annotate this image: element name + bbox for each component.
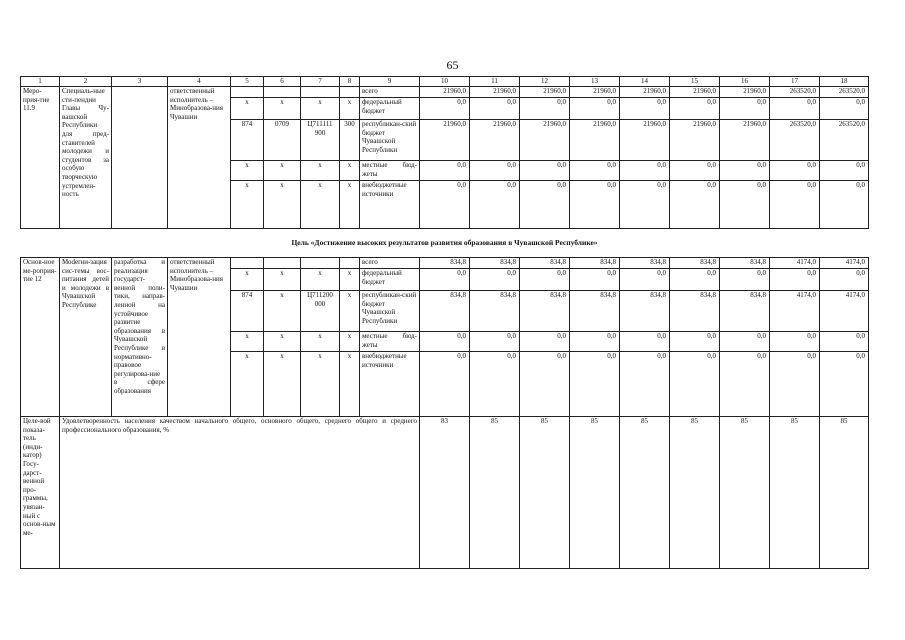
indicator-text: Удовлетворенность населения качеством начального общего, основного общего, среднего общего и среднего профессионального образования, % <box>60 417 420 569</box>
value-cell: 0,0 <box>670 269 720 291</box>
value-cell: 0,0 <box>570 352 620 417</box>
value-cell: 0,0 <box>520 181 570 229</box>
code-vr: х <box>340 181 360 229</box>
value-cell: 834,8 <box>420 291 470 332</box>
measure-number: Меро-прия-тие 11.9 <box>21 87 60 229</box>
indicator-value: 85 <box>570 417 620 569</box>
value-cell: 0,0 <box>820 181 869 229</box>
funding-source: внебюджетные источники <box>360 181 420 229</box>
code-vr: х <box>340 269 360 291</box>
funding-source: федеральный бюджет <box>360 98 420 120</box>
value-cell: 0,0 <box>420 332 470 352</box>
goal-row <box>21 229 869 258</box>
value-cell: 0,0 <box>820 332 869 352</box>
value-cell: 0,0 <box>570 181 620 229</box>
header-cell: 2 <box>60 77 112 87</box>
code-vr: 300 <box>340 120 360 161</box>
funding-source: местные бюд-жеты <box>360 332 420 352</box>
value-cell: 0,0 <box>620 332 670 352</box>
indicator-value: 85 <box>820 417 869 569</box>
value-cell: 263520,0 <box>770 87 820 98</box>
code-grbs: х <box>231 161 264 181</box>
code-rzpr: х <box>264 98 301 120</box>
value-cell: 263520,0 <box>820 120 869 161</box>
code-vr: х <box>340 161 360 181</box>
value-cell: 4174,0 <box>820 291 869 332</box>
value-cell: 0,0 <box>670 352 720 417</box>
code-rzpr: х <box>264 181 301 229</box>
value-cell: 0,0 <box>720 352 770 417</box>
value-cell: 0,0 <box>670 161 720 181</box>
value-cell: 0,0 <box>620 269 670 291</box>
page-number: 65 <box>446 58 459 72</box>
header-cell: 10 <box>420 77 470 87</box>
code-rzpr: х <box>264 269 301 291</box>
measure-description <box>112 87 168 229</box>
indicator-value: 85 <box>470 417 520 569</box>
header-cell: 18 <box>820 77 869 87</box>
indicator-value: 85 <box>620 417 670 569</box>
header-cell: 15 <box>670 77 720 87</box>
measure-name: Моderни-зация сис-темы вос-питания детей и молодежи в Чувашской Республике <box>60 258 112 417</box>
header-cell: 8 <box>340 77 360 87</box>
code-rzpr: 0709 <box>264 120 301 161</box>
value-cell: 834,8 <box>420 258 470 269</box>
value-cell: 0,0 <box>520 269 570 291</box>
code-csr: Ц711111 900 <box>301 120 340 161</box>
indicator-value: 85 <box>770 417 820 569</box>
value-cell: 0,0 <box>470 161 520 181</box>
budget-table <box>20 76 869 569</box>
value-cell: 0,0 <box>520 352 570 417</box>
funding-source: федеральный бюджет <box>360 269 420 291</box>
code-rzpr <box>264 87 301 98</box>
indicator-label: Целе-вой показа-тель (инди-катор) Госу-дарст-венной про-граммы, увязан-ный с основ-ным ме- <box>21 417 60 569</box>
measure-description: разработка и реализация государст-венной поли-тики, направ-ленной на устойчивое развитие образования в Чувашской Республике в нормативно-правовое регулирова-ние в сфере образования <box>112 258 168 417</box>
code-rzpr: х <box>264 332 301 352</box>
code-vr: х <box>340 98 360 120</box>
value-cell: 0,0 <box>570 98 620 120</box>
code-rzpr: х <box>264 352 301 417</box>
value-cell: 834,8 <box>620 258 670 269</box>
code-grbs: х <box>231 352 264 417</box>
value-cell: 0,0 <box>520 332 570 352</box>
code-grbs: 874 <box>231 120 264 161</box>
funding-source: внебюджетные источники <box>360 352 420 417</box>
header-cell: 14 <box>620 77 670 87</box>
header-cell: 9 <box>360 77 420 87</box>
indicator-row <box>21 417 869 569</box>
header-row <box>21 77 869 87</box>
value-cell: 4174,0 <box>820 258 869 269</box>
value-cell: 0,0 <box>620 98 670 120</box>
value-cell: 0,0 <box>570 332 620 352</box>
value-cell: 834,8 <box>520 291 570 332</box>
value-cell: 21960,0 <box>570 87 620 98</box>
value-cell: 0,0 <box>520 161 570 181</box>
value-cell: 0,0 <box>670 181 720 229</box>
code-grbs: х <box>231 98 264 120</box>
indicator-value: 85 <box>670 417 720 569</box>
measure-number: Основ-ное ме-роприя-тие 12 <box>21 258 60 417</box>
funding-source: всего <box>360 87 420 98</box>
indicator-value: 85 <box>520 417 570 569</box>
header-cell: 11 <box>470 77 520 87</box>
code-csr: х <box>301 352 340 417</box>
funding-source: республикан-ский бюджет Чувашской Республики <box>360 291 420 332</box>
value-cell: 0,0 <box>820 161 869 181</box>
code-grbs: х <box>231 332 264 352</box>
code-vr <box>340 258 360 269</box>
code-csr <box>301 87 340 98</box>
value-cell: 0,0 <box>770 181 820 229</box>
header-cell: 4 <box>168 77 231 87</box>
header-cell: 6 <box>264 77 301 87</box>
table-row <box>21 258 869 269</box>
value-cell: 834,8 <box>620 291 670 332</box>
header-cell: 17 <box>770 77 820 87</box>
header-cell: 1 <box>21 77 60 87</box>
value-cell: 0,0 <box>770 161 820 181</box>
value-cell: 0,0 <box>620 181 670 229</box>
value-cell: 0,0 <box>770 269 820 291</box>
value-cell: 0,0 <box>470 269 520 291</box>
value-cell: 0,0 <box>470 181 520 229</box>
value-cell: 263520,0 <box>770 120 820 161</box>
code-vr: х <box>340 332 360 352</box>
value-cell: 0,0 <box>770 98 820 120</box>
code-csr: Ц711200 000 <box>301 291 340 332</box>
value-cell: 21960,0 <box>720 120 770 161</box>
code-csr: х <box>301 98 340 120</box>
value-cell: 834,8 <box>570 258 620 269</box>
value-cell: 0,0 <box>420 181 470 229</box>
value-cell: 0,0 <box>620 161 670 181</box>
code-csr: х <box>301 161 340 181</box>
value-cell: 0,0 <box>670 332 720 352</box>
funding-source: местные бюд-жеты <box>360 161 420 181</box>
value-cell: 0,0 <box>720 269 770 291</box>
value-cell: 0,0 <box>420 352 470 417</box>
value-cell: 0,0 <box>520 98 570 120</box>
value-cell: 0,0 <box>720 181 770 229</box>
value-cell: 21960,0 <box>570 120 620 161</box>
value-cell: 0,0 <box>420 161 470 181</box>
value-cell: 21960,0 <box>470 87 520 98</box>
value-cell: 21960,0 <box>670 87 720 98</box>
value-cell: 21960,0 <box>720 87 770 98</box>
value-cell: 0,0 <box>620 352 670 417</box>
header-cell: 16 <box>720 77 770 87</box>
value-cell: 21960,0 <box>620 120 670 161</box>
value-cell: 21960,0 <box>470 120 520 161</box>
value-cell: 834,8 <box>720 258 770 269</box>
goal-title: Цель «Достижение высоких результатов развития образования в Чувашской Республике» <box>21 229 869 258</box>
code-vr: х <box>340 352 360 417</box>
code-grbs: х <box>231 181 264 229</box>
value-cell: 834,8 <box>520 258 570 269</box>
responsible-executor: ответственный исполнитель – Минобразова-ния Чувашии <box>168 87 231 229</box>
responsible-executor: ответственный исполнитель – Минобразова-ния Чувашии <box>168 258 231 417</box>
value-cell: 834,8 <box>670 258 720 269</box>
value-cell: 0,0 <box>670 98 720 120</box>
value-cell: 21960,0 <box>670 120 720 161</box>
value-cell: 4174,0 <box>770 291 820 332</box>
indicator-value: 85 <box>720 417 770 569</box>
value-cell: 834,8 <box>470 291 520 332</box>
value-cell: 21960,0 <box>420 87 470 98</box>
value-cell: 0,0 <box>570 269 620 291</box>
code-grbs <box>231 258 264 269</box>
value-cell: 0,0 <box>470 352 520 417</box>
value-cell: 21960,0 <box>520 87 570 98</box>
value-cell: 4174,0 <box>770 258 820 269</box>
value-cell: 0,0 <box>720 98 770 120</box>
header-cell: 3 <box>112 77 168 87</box>
value-cell: 834,8 <box>570 291 620 332</box>
value-cell: 0,0 <box>770 352 820 417</box>
table-row <box>21 87 869 98</box>
code-csr: х <box>301 181 340 229</box>
value-cell: 0,0 <box>820 98 869 120</box>
value-cell: 0,0 <box>820 352 869 417</box>
value-cell: 21960,0 <box>620 87 670 98</box>
code-rzpr <box>264 258 301 269</box>
value-cell: 0,0 <box>820 269 869 291</box>
header-cell: 7 <box>301 77 340 87</box>
header-cell: 13 <box>570 77 620 87</box>
code-rzpr: х <box>264 161 301 181</box>
code-grbs: 874 <box>231 291 264 332</box>
indicator-value: 83 <box>420 417 470 569</box>
code-grbs: х <box>231 269 264 291</box>
code-rzpr: х <box>264 291 301 332</box>
header-cell: 5 <box>231 77 264 87</box>
value-cell: 21960,0 <box>520 120 570 161</box>
value-cell: 0,0 <box>420 269 470 291</box>
value-cell: 263520,0 <box>820 87 869 98</box>
code-vr: х <box>340 291 360 332</box>
value-cell: 0,0 <box>470 332 520 352</box>
funding-source: всего <box>360 258 420 269</box>
code-vr <box>340 87 360 98</box>
value-cell: 834,8 <box>470 258 520 269</box>
value-cell: 0,0 <box>470 98 520 120</box>
value-cell: 0,0 <box>420 98 470 120</box>
value-cell: 0,0 <box>720 161 770 181</box>
header-cell: 12 <box>520 77 570 87</box>
funding-source: республикан-ский бюджет Чувашской Республики <box>360 120 420 161</box>
value-cell: 0,0 <box>570 161 620 181</box>
code-csr: х <box>301 269 340 291</box>
value-cell: 834,8 <box>670 291 720 332</box>
value-cell: 0,0 <box>720 332 770 352</box>
value-cell: 834,8 <box>720 291 770 332</box>
measure-name: Специаль-ные сти-пендии Главы Чу-вашской Республики для пред-ставителей молодежи и студентов за особую творческую устремлен-ность <box>60 87 112 229</box>
code-csr: х <box>301 332 340 352</box>
code-grbs <box>231 87 264 98</box>
code-csr <box>301 258 340 269</box>
value-cell: 0,0 <box>770 332 820 352</box>
value-cell: 21960,0 <box>420 120 470 161</box>
